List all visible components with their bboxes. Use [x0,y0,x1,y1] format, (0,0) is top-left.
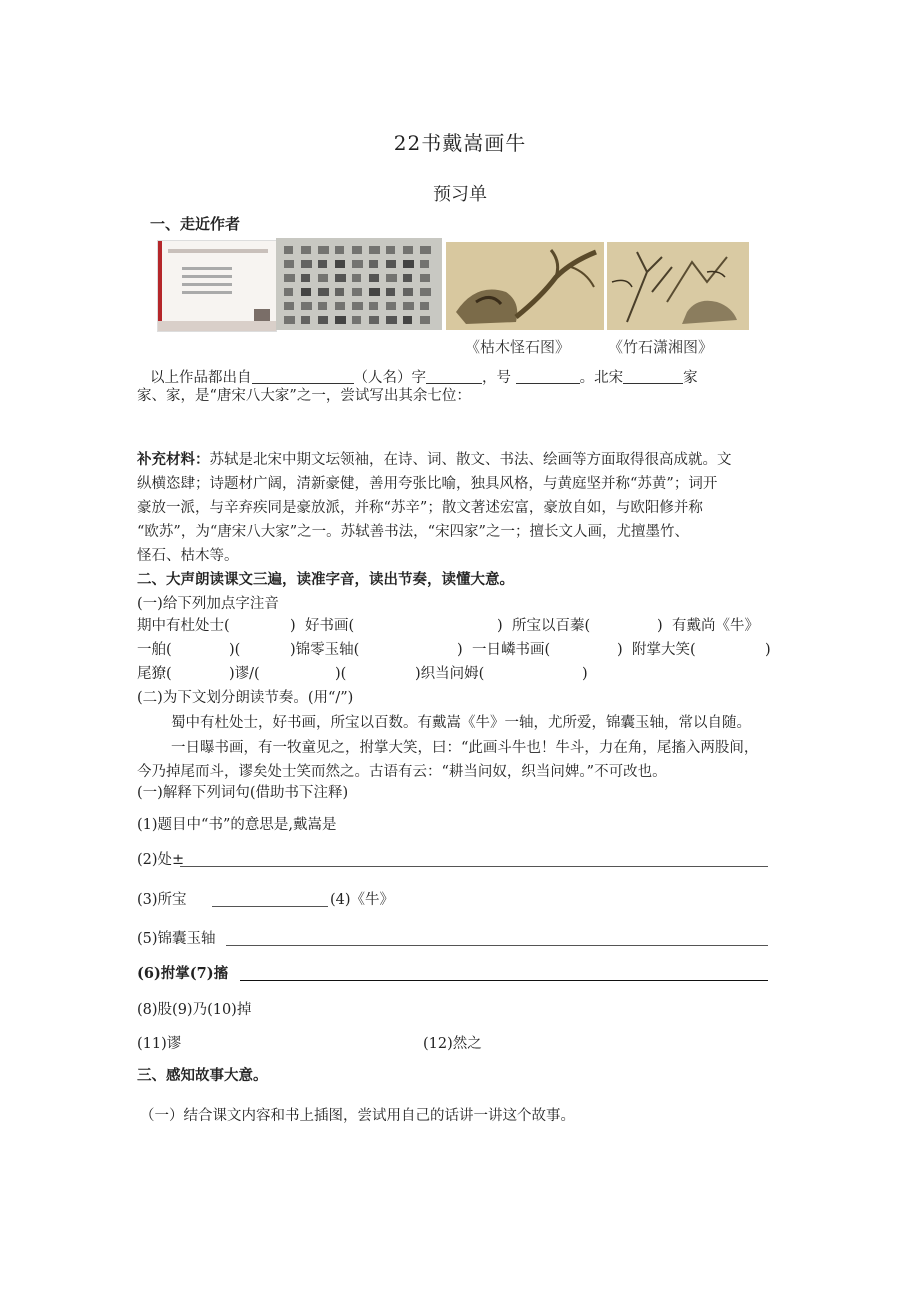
caption-zhushi: 《竹石潇湘图》 [608,338,714,356]
calligraphy-glyph [352,260,363,268]
question-5: (5)锦囊玉轴 [137,931,216,947]
answer-line-3[interactable] [212,906,328,907]
pinyin-word: 尾獠( [137,666,172,682]
fill-text: ，号 [482,370,511,386]
calligraphy-glyph [403,260,414,268]
calligraphy-glyph [284,288,293,296]
page-subtitle: 预习单 [433,184,487,205]
fill-text: 家 [683,370,698,386]
calligraphy-glyph [403,302,414,310]
calligraphy-glyph [318,302,327,310]
section3-heading: 三、感知故事大意。 [137,1067,268,1084]
calligraphy-glyph [369,302,378,310]
pinyin-blank[interactable]: ) [497,618,503,634]
pinyin-blank[interactable]: ) [765,642,771,658]
pinyin-word: 好书画( [305,618,355,634]
section2-heading: 二、大声朗读课文三遍，读准字音，读出节奏，读懂大意。 [137,571,514,588]
question-6-7: (6)拊掌(7)搐 [137,965,229,982]
calligraphy-glyph [335,274,346,282]
blank-zi[interactable] [426,369,482,384]
calligraphy-glyph [284,302,294,310]
calligraphy-glyph [403,288,413,296]
answer-line-5[interactable] [226,945,768,946]
caption-kumu: 《枯木怪石图》 [465,338,571,356]
calligraphy-glyph [420,260,429,268]
calligraphy-glyph [369,288,380,296]
passage-line-1: 蜀中有杜处士，好书画，所宝以百数。有戴嵩《牛》一轴，尤所爱，锦囊玉轴，常以自随。 [171,715,751,731]
calligraphy-glyph [335,260,345,268]
calligraphy-glyph [301,316,310,324]
question-4: (4)《牛》 [330,892,395,908]
question-3: (3)所宝 [137,892,187,908]
question-2: (2)处± [137,852,185,868]
calligraphy-glyph [284,274,295,282]
calligraphy-glyph [386,302,396,310]
fill-text: 。北宋 [579,370,624,386]
pinyin-blank[interactable]: ) [290,618,296,634]
poem-image [157,240,277,332]
calligraphy-glyph [352,288,362,296]
section1-heading: 一、走近作者 [150,215,241,233]
question-8-10: (8)股(9)乃(10)掉 [137,1002,252,1018]
calligraphy-glyph [301,302,312,310]
calligraphy-glyph [403,274,412,282]
fill-text: 以上作品都出自 [150,370,252,386]
section3-question-1: （一）结合课文内容和书上插图，尝试用自己的话讲一讲这个故事。 [140,1108,575,1124]
calligraphy-glyph [335,302,345,310]
answer-line-7[interactable] [240,980,768,981]
supplement-line-5: 怪石、枯木等。 [137,548,239,564]
calligraphy-glyph [284,260,294,268]
calligraphy-glyph [318,316,328,324]
calligraphy-glyph [403,316,412,324]
pinyin-blank[interactable]: )( [335,666,347,682]
fill-line-2: 家、家，是“唐宋八大家”之一，尝试写出其余七位： [137,388,471,404]
supplement-text: 苏轼是北宋中期文坛领袖，在诗、词、散文、书法、绘画等方面取得很高成就。文 [209,452,732,468]
passage-line-2: 一日曝书画，有一牧童见之，拊掌大笑，曰：“此画斗牛也！牛斗，力在角，尾搐入两股间， [171,740,759,756]
calligraphy-glyph [369,246,380,254]
pinyin-word: 期中有杜处士( [137,618,230,634]
calligraphy-glyph [369,260,378,268]
passage-line-3: 今乃掉尾而斗，谬矣处士笑而然之。古语有云：“耕当问奴，织当问婢。”不可改也。 [137,764,667,780]
calligraphy-glyph [318,260,327,268]
part2-label: (二)为下文划分朗读节奏。(用“/”) [137,690,354,706]
pinyin-word: )织当问姆( [415,666,485,682]
blank-hao[interactable] [516,369,580,384]
calligraphy-glyph [386,316,397,324]
painting-kumu-guaishi [446,242,604,330]
calligraphy-glyph [318,246,329,254]
calligraphy-glyph [335,246,344,254]
calligraphy-glyph [386,260,396,268]
painting-zhushi-xiaoxiang [607,242,749,330]
fill-line-1 [150,369,698,386]
calligraphy-image [276,238,442,330]
part3-label: (一)解释下列词句(借助书下注释) [137,785,349,801]
calligraphy-glyph [420,288,431,296]
page-title: 22书戴嵩画牛 [393,131,527,155]
calligraphy-glyph [318,288,329,296]
calligraphy-glyph [301,274,310,282]
calligraphy-glyph [352,246,362,254]
calligraphy-glyph [386,274,397,282]
calligraphy-glyph [369,274,379,282]
pinyin-blank[interactable]: ) [617,642,623,658]
calligraphy-glyph [403,246,413,254]
pinyin-blank[interactable]: ) [582,666,588,682]
blank-name[interactable] [252,369,354,384]
answer-line-2[interactable] [180,866,768,867]
pinyin-word: 有戴尚《牛》 [672,618,759,634]
supplement-label: 补充材料： [137,451,210,468]
calligraphy-glyph [369,316,379,324]
pinyin-blank[interactable]: ) [657,618,663,634]
question-1: (1)题目中“书”的意思是,戴嵩是 [137,817,337,833]
calligraphy-glyph [284,316,295,324]
question-11: (11)谬 [137,1036,182,1052]
pinyin-word: )锦零玉轴( [290,642,360,658]
calligraphy-glyph [352,274,361,282]
pinyin-word: 所宝以百蓁( [512,618,591,634]
part1-label: (一)给下列加点字注音 [137,596,279,612]
supplement-line-2: 纵横恣肆；诗题材广阔，清新豪健，善用夸张比喻，独具风格，与黄庭坚并称“苏黄”；词开 [137,476,718,492]
calligraphy-glyph [420,302,429,310]
calligraphy-glyph [420,246,431,254]
supplement-line-3: 豪放一派，与辛弃疾同是豪放派，并称“苏辛”；散文著述宏富，豪放自如，与欧阳修并称 [137,500,703,516]
supplement-line-4: “欧苏”，为“唐宋八大家”之一。苏轼善书法，“宋四家”之一；擅长文人画，尤擅墨竹、 [137,524,689,540]
calligraphy-glyph [335,316,346,324]
calligraphy-glyph [352,316,361,324]
pinyin-word: 一日嶙书画( [472,642,551,658]
calligraphy-glyph [335,288,344,296]
pinyin-word: 一舶( [137,642,172,658]
calligraphy-glyph [284,246,293,254]
calligraphy-glyph [386,246,395,254]
calligraphy-glyph [318,274,328,282]
pinyin-word: )谬/( [229,666,260,682]
calligraphy-glyph [301,288,311,296]
supplement-line-1 [137,453,732,468]
pinyin-word: 附掌大笑( [632,642,696,658]
question-12: (12)然之 [423,1036,482,1052]
calligraphy-glyph [420,274,430,282]
fill-text: （人名）字 [353,370,426,386]
blank-beisong[interactable] [623,369,683,384]
calligraphy-glyph [301,246,311,254]
pinyin-blank[interactable]: )( [229,642,241,658]
calligraphy-glyph [301,260,312,268]
calligraphy-glyph [386,288,395,296]
calligraphy-glyph [352,302,363,310]
pinyin-blank[interactable]: ) [457,642,463,658]
calligraphy-glyph [420,316,430,324]
